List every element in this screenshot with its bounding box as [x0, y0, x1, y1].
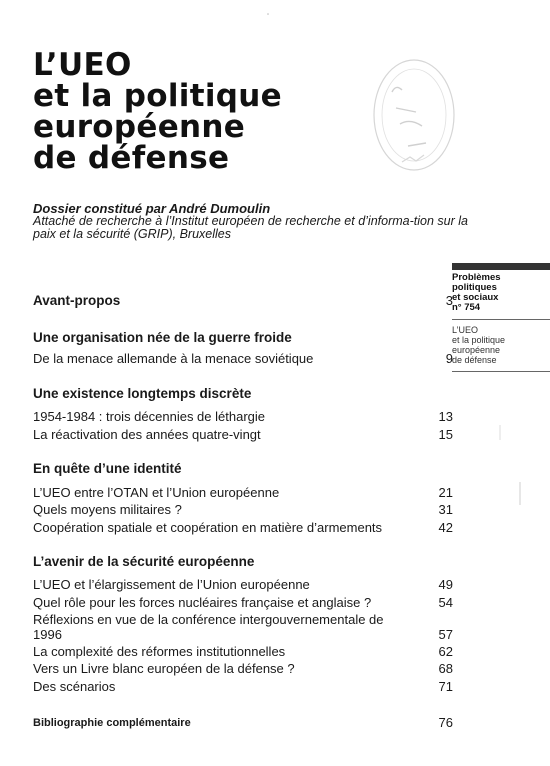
toc-label: Quel rôle pour les forces nucléaires française et anglaise ?	[33, 595, 372, 610]
title-line-4: de défense	[33, 140, 230, 176]
toc-label: Vers un Livre blanc européen de la défense ?	[33, 661, 295, 676]
toc-page: 31	[438, 502, 453, 517]
toc-label: De la menace allemande à la menace soviétique	[33, 351, 314, 366]
subtitle-line-1: L’UEO	[452, 325, 479, 335]
toc-label: La réactivation des années quatre-vingt	[33, 427, 261, 442]
subtitle-line-2: et la politique	[452, 335, 506, 345]
toc-label: L’UEO et l’élargissement de l’Union européenne	[33, 577, 310, 592]
toc-label: L’UEO entre l’OTAN et l’Union européenne	[33, 485, 280, 500]
sidebar-bar	[452, 263, 550, 270]
toc-page: 49	[438, 577, 453, 592]
toc-entry[interactable]	[33, 612, 453, 644]
title-line-1: L’UEO	[33, 47, 132, 83]
toc-label: Quels moyens militaires ?	[33, 502, 182, 517]
library-stamp-icon	[362, 50, 462, 180]
dossier-author: Dossier constitué par André Dumoulin	[33, 201, 271, 216]
sidebar-divider-bottom	[452, 371, 550, 372]
title-line-3: européenne	[33, 109, 246, 145]
toc-label: Avant-propos	[33, 293, 121, 308]
toc-label: 1954-1984 : trois décennies de léthargie	[33, 409, 265, 424]
toc-page: 76	[438, 715, 453, 730]
toc-page: 3	[445, 293, 453, 308]
series-line-2: politiques	[452, 282, 497, 293]
dossier-affiliation: Attaché de recherche à l’Institut européen de recherche et d’informa-tion sur la paix et la sécurité (GRIP), Bruxelles	[33, 214, 468, 241]
toc-page: 71	[438, 679, 453, 694]
toc-page: 13	[438, 409, 453, 424]
toc-page: 15	[438, 427, 453, 442]
series-line-3: et sociaux	[452, 292, 499, 303]
series-sidebar	[452, 263, 550, 372]
series-line-1: Problèmes	[452, 272, 501, 283]
toc-page: 54	[438, 595, 453, 610]
sidebar-subtitle	[452, 325, 550, 365]
toc-page: 68	[438, 661, 453, 676]
toc-label: La complexité des réformes institutionnelles	[33, 644, 286, 659]
subtitle-line-4: de défense	[452, 355, 497, 365]
toc-page: 21	[438, 485, 453, 500]
toc-page: 62	[438, 644, 453, 659]
toc-label: Bibliographie complémentaire	[33, 717, 191, 729]
toc-page: 9	[445, 351, 453, 366]
dossier-info	[33, 202, 473, 241]
title-line-2: et la politique	[33, 78, 282, 114]
toc-label: Réflexions en vue de la conférence intergouvernementale de 1996	[33, 612, 384, 642]
page-title	[33, 47, 353, 176]
series-name	[452, 273, 550, 313]
series-number: n° 754	[452, 302, 481, 313]
toc-page: 57	[438, 627, 453, 642]
toc-label: Coopération spatiale et coopération en matière d’armements	[33, 520, 383, 535]
subtitle-line-3: européenne	[452, 345, 501, 355]
toc-page: 42	[438, 520, 453, 535]
sidebar-divider	[452, 319, 550, 320]
toc-label: Des scénarios	[33, 679, 116, 694]
